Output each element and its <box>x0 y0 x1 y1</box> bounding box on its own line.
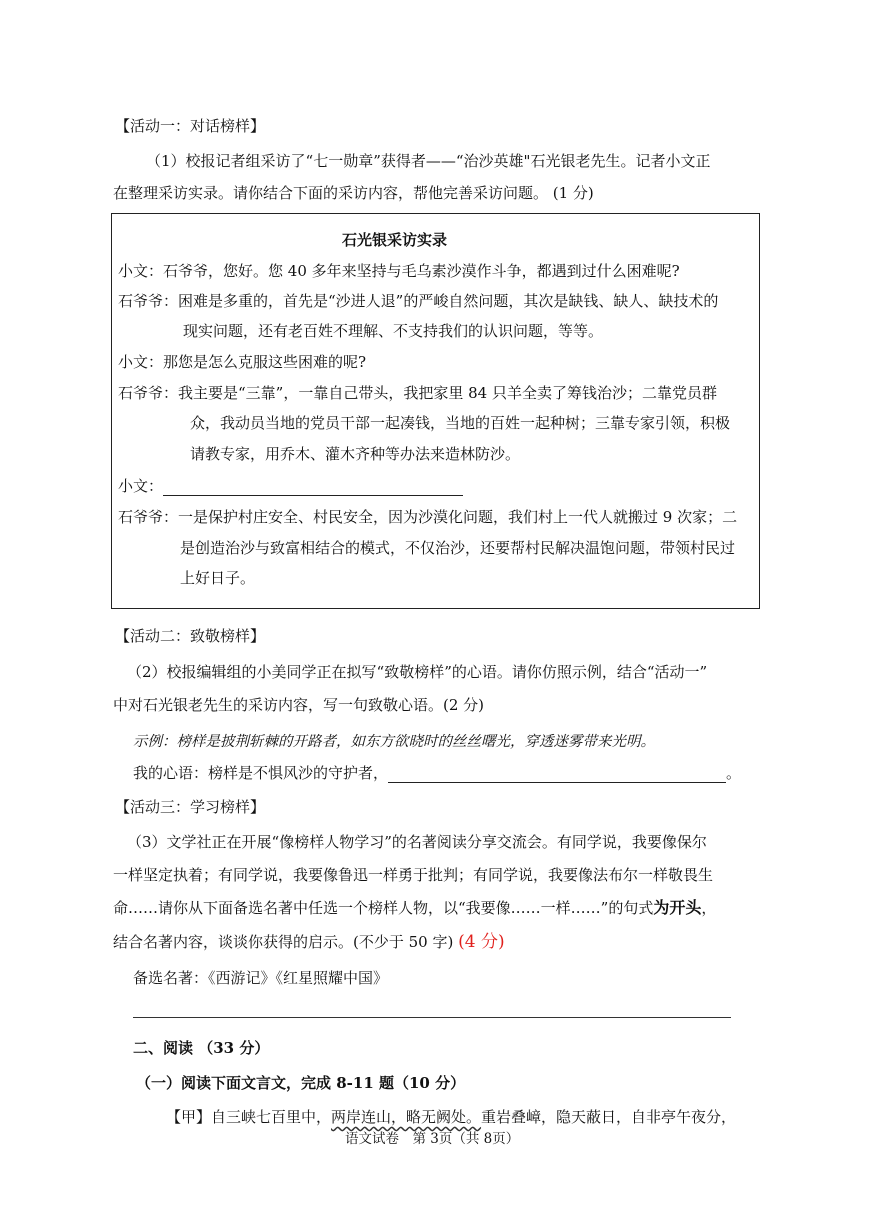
section2-heading: 二、阅读 （33 分） <box>133 1039 270 1057</box>
interview-line: 现实问题，还有老百姓不理解、不支持我们的认识问题，等等。 <box>183 322 604 340</box>
question3-line3 <box>113 898 716 918</box>
interview-line: 小文： <box>118 477 164 495</box>
divider <box>133 1017 731 1018</box>
question3-text: ， <box>701 899 717 917</box>
interview-line: 小文：石爷爷，您好。您 40 多年来坚持与毛乌素沙漠作斗争，都遇到过什么困难呢? <box>118 262 680 280</box>
answer-blank[interactable] <box>163 479 463 496</box>
question2-line2: 中对石光银老先生的采访内容，写一句致敬心语。(2 分) <box>113 696 485 714</box>
interview-question-blank-row <box>118 476 463 496</box>
interview-line: 小文：那您是怎么克服这些困难的呢? <box>118 353 367 371</box>
score-label: (4 分) <box>458 932 505 952</box>
interview-line: 石爷爷：我主要是“三靠”，一靠自己带头，我把家里 84 只羊全卖了筹钱治沙；二靠党员群 <box>118 384 717 402</box>
answer-row <box>133 763 741 783</box>
question3-line2: 一样坚定执着；有同学说，我要像鲁迅一样勇于批判；有同学说，我要像法布尔一样敬畏生 <box>113 866 714 884</box>
question3-text: 结合名著内容，谈谈你获得的启示。(不少于 50 字) <box>113 933 459 951</box>
interview-title: 石光银采访实录 <box>342 231 448 249</box>
example-sentence: 示例：榜样是披荆斩棘的开路者，如东方欲晓时的丝丝曙光，穿透迷雾带来光明。 <box>133 734 655 750</box>
section2-subheading: （一）阅读下面文言文，完成 8-11 题（10 分） <box>136 1074 466 1092</box>
interview-line: 众，我动员当地的党员干部一起凑钱，当地的百姓一起种树；三靠专家引领，积极 <box>190 414 731 432</box>
activity3-heading: 【活动三：学习榜样】 <box>115 798 266 816</box>
classical-text-line <box>166 1107 736 1127</box>
activity2-heading: 【活动二：致敬榜样】 <box>115 627 266 645</box>
interview-line: 是创造治沙与致富相结合的模式，不仅治沙，还要帮村民解决温饱问题，带领村民过 <box>180 539 736 557</box>
page-footer: 语文试卷 第 3页（共 8页） <box>345 1131 520 1147</box>
interview-line: 石爷爷：一是保护村庄安全、村民安全，因为沙漠化问题，我们村上一代人就搬过 9 次家；二 <box>118 508 738 526</box>
book-options: 备选名著：《西游记》《红星照耀中国》 <box>133 969 389 987</box>
classical-text: 【甲】自三峡七百里中， <box>166 1108 332 1126</box>
emphasis-text: 为开头 <box>653 898 702 917</box>
question3-line4 <box>113 932 505 952</box>
answer-blank[interactable] <box>388 766 726 783</box>
question1-line1: （1）校报记者组采访了“七一勋章”获得者——“治沙英雄"石光银老先生。记者小文正 <box>146 152 711 170</box>
wavy-underlined-text: 两岸连山，略无阙处。 <box>331 1108 482 1126</box>
answer-prefix: 我的心语：榜样是不惧风沙的守护者， <box>133 764 389 782</box>
interview-line: 上好日子。 <box>180 569 256 587</box>
interview-line: 请教专家，用乔木、灌木齐种等办法来造林防沙。 <box>190 445 521 463</box>
classical-text: 重岩叠嶂，隐天蔽日，自非亭午夜分， <box>481 1108 737 1126</box>
answer-end: 。 <box>726 764 742 782</box>
question2-line1: （2）校报编辑组的小美同学正在拟写“致敬榜样”的心语。请你仿照示例，结合“活动一” <box>127 663 708 681</box>
question1-line2: 在整理采访实录。请你结合下面的采访内容，帮他完善采访问题。 (1 分) <box>113 184 594 202</box>
question3-text: 命……请你从下面备选名著中任选一个榜样人物，以“我要像……一样……”的句式 <box>113 899 654 917</box>
question3-line1: （3）文学社正在开展“像榜样人物学习”的名著阅读分享交流会。有同学说，我要像保尔 <box>127 833 707 851</box>
activity1-heading: 【活动一：对话榜样】 <box>115 117 266 135</box>
interview-line: 石爷爷：困难是多重的，首先是“沙进人退”的严峻自然问题，其次是缺钱、缺人、缺技术的 <box>118 292 719 310</box>
